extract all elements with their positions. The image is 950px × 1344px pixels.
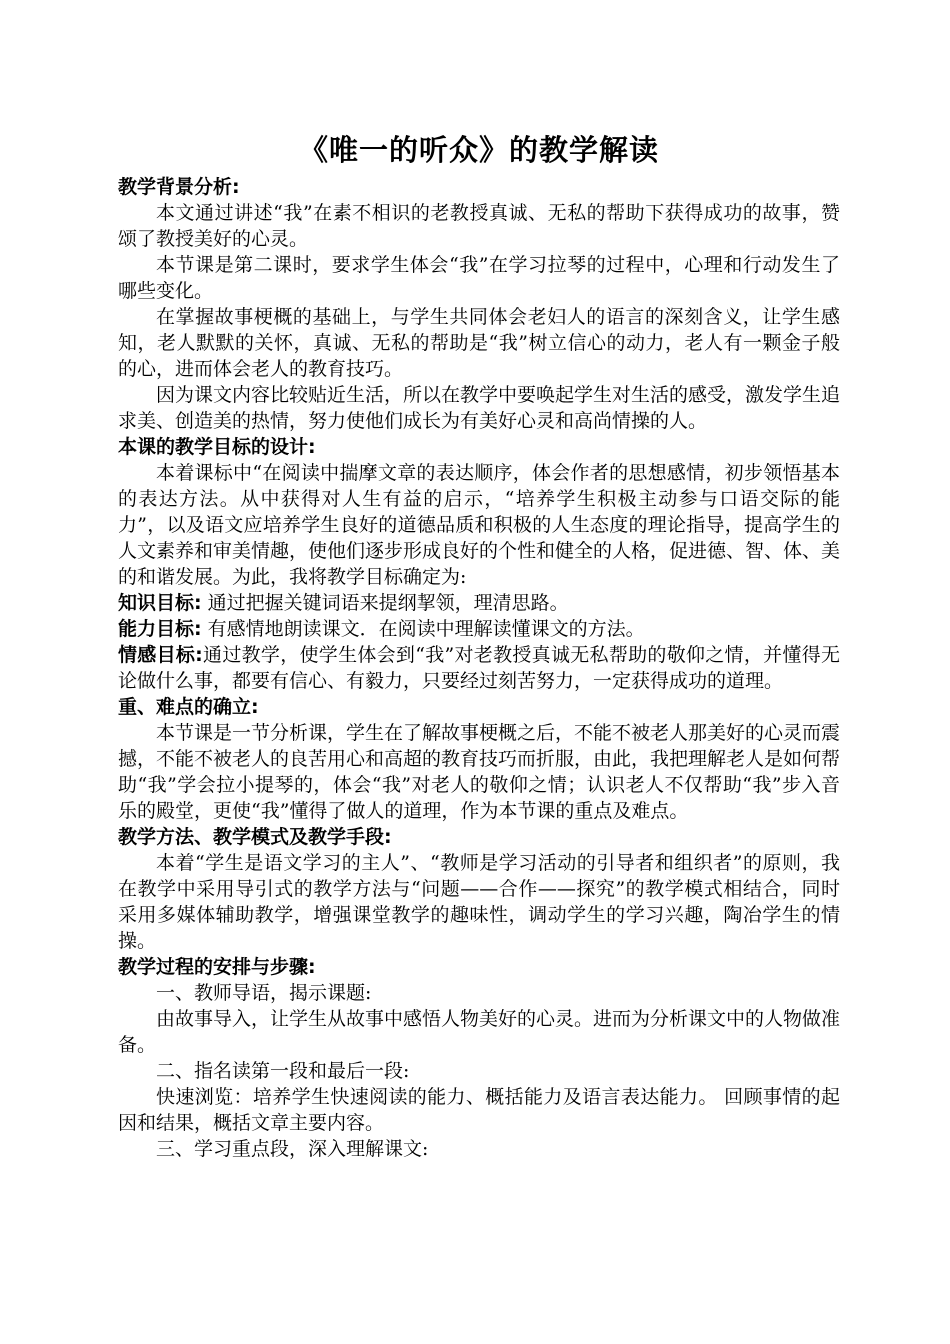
section-heading: 本课的教学目标的设计: xyxy=(118,436,316,458)
paragraph: 因为课文内容比较贴近生活，所以在教学中要唤起学生对生活的感受，激发学生追求美、创造美的热情，努力使他们成长为有美好心灵和高尚情操的人。 xyxy=(118,384,841,432)
section-process xyxy=(118,954,840,1162)
paragraph: 本节课是一节分析课，学生在了解故事梗概之后，不能不被老人那美好的心灵而震撼，不能不被老人的良苦用心和高超的教育技巧而折服，由此，我把理解老人是如何帮助“我”学会拉小提琴的，体会“我”对老人的敬仰之情；认识老人不仅帮助“我”步入音乐的殿堂，更使“我”懂得了做人的道理，作为本节课的重点及难点。 xyxy=(118,722,841,822)
section-heading: 教学背景分析: xyxy=(118,176,240,198)
goal-emotion xyxy=(118,642,840,694)
document-title: 《唯一的听众》的教学解读 xyxy=(298,133,659,167)
paragraph: 一、教师导语，揭示课题: xyxy=(156,982,372,1004)
section-heading: 重、难点的确立: xyxy=(118,696,259,718)
goal-label: 能力目标: xyxy=(118,618,202,640)
section-methods xyxy=(118,824,840,954)
section-heading: 教学方法、教学模式及教学手段: xyxy=(118,826,392,848)
goal-text: 有感情地朗读课文．在阅读中理解读懂课文的方法。 xyxy=(201,618,645,640)
paragraph: 在掌握故事梗概的基础上，与学生共同体会老妇人的语言的深刻含义，让学生感知，老人默默的关怀，真诚、无私的帮助是“我”树立信心的动力，老人有一颗金子般的心，进而体会老人的教育技巧。 xyxy=(118,306,840,380)
paragraph: 本着课标中“在阅读中揣摩文章的表达顺序，体会作者的思想感情，初步领悟基本的表达方法。从中获得对人生有益的启示，“培养学生积极主动参与口语交际的能力”，以及语文应培养学生良好的道德品质和积极的人生态度的理论指导，提高学生的人文素养和审美情趣，使他们逐步形成良好的个性和健全的人格，促进德、智、体、美的和谐发展。为此，我将教学目标确定为: xyxy=(118,462,841,588)
goal-text: 通过把握关键词语来提纲挈领，理清思路。 xyxy=(201,592,569,614)
paragraph: 三、学习重点段，深入理解课文: xyxy=(156,1138,429,1160)
paragraph: 本文通过讲述“我”在素不相识的老教授真诚、无私的帮助下获得成功的故事，赞颂了教授美好的心灵。 xyxy=(118,202,840,250)
goal-ability xyxy=(118,616,840,642)
paragraph: 本着“学生是语文学习的主人”、“教师是学习活动的引导者和组织者”的原则，我在教学中采用导引式的教学方法与“问题——合作——探究”的教学模式相结合，同时采用多媒体辅助教学，增强课堂教学的趣味性，调动学生的学习兴趣，陶冶学生的情操。 xyxy=(118,852,840,952)
goal-label: 知识目标: xyxy=(118,592,202,614)
paragraph: 快速浏览：培养学生快速阅读的能力、概括能力及语言表达能力。 回顾事情的起因和结果，概括文章主要内容。 xyxy=(118,1086,840,1134)
section-heading: 教学过程的安排与步骤: xyxy=(118,956,316,978)
section-background xyxy=(118,174,840,434)
goal-knowledge xyxy=(118,590,840,616)
goal-label: 情感目标: xyxy=(118,644,203,666)
paragraph: 二、指名读第一段和最后一段: xyxy=(156,1060,410,1082)
document-page xyxy=(118,130,840,1162)
section-objectives xyxy=(118,434,840,694)
section-keypoints xyxy=(118,694,840,824)
goal-text: 通过教学，使学生体会到“我”对老教授真诚无私帮助的敬仰之情，并懂得无论做什么事，都要有信心、有毅力，只要经过刻苦努力，一定获得成功的道理。 xyxy=(118,644,840,692)
paragraph: 由故事导入，让学生从故事中感悟人物美好的心灵。进而为分析课文中的人物做准备。 xyxy=(118,1008,841,1056)
paragraph: 本节课是第二课时，要求学生体会“我”在学习拉琴的过程中，心理和行动发生了哪些变化。 xyxy=(118,254,840,302)
